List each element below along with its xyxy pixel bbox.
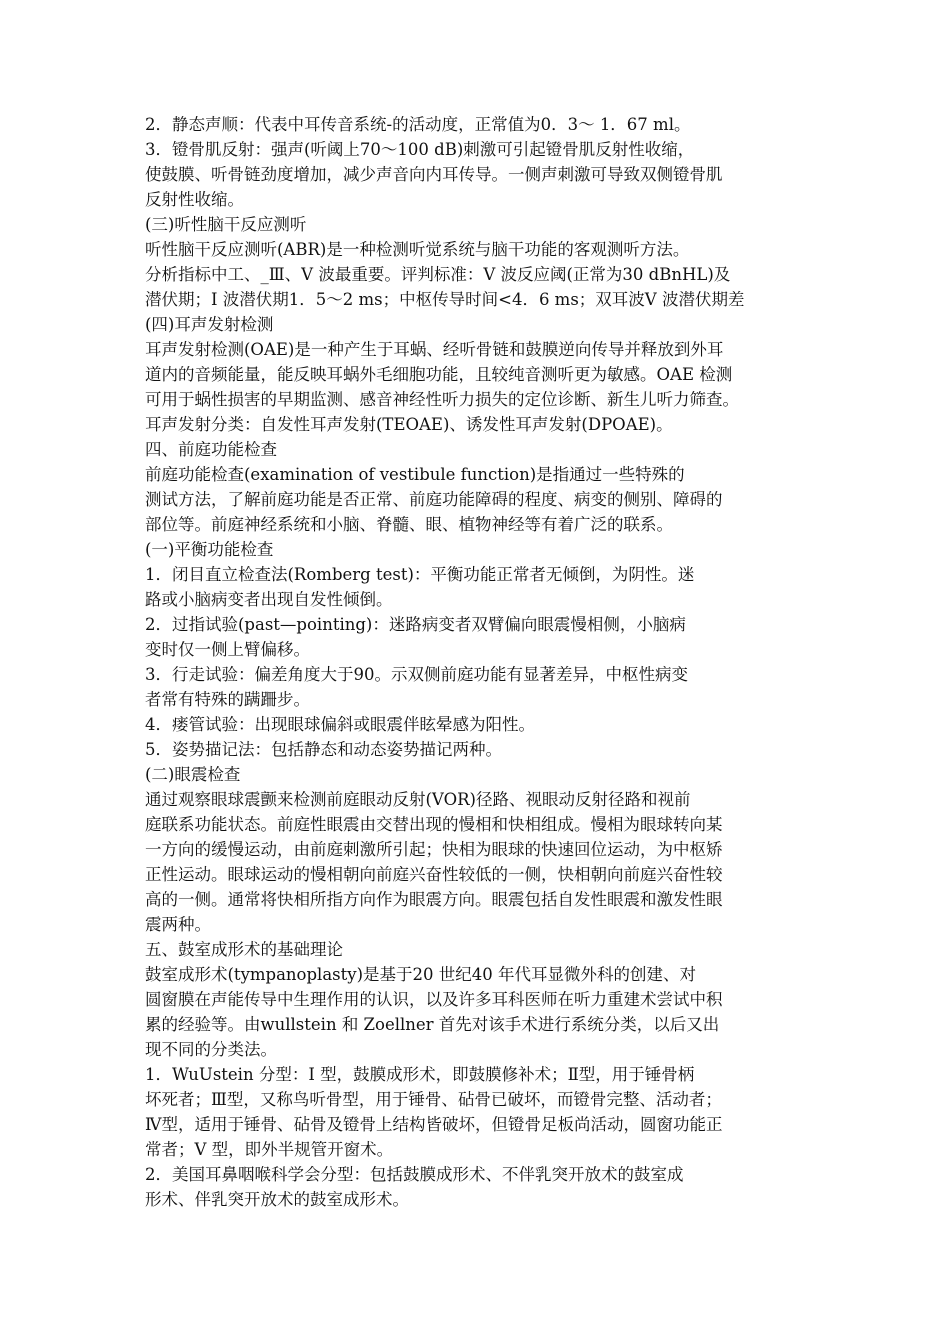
text-line: 分析指标中工、_Ⅲ、V 波最重要。评判标准：V 波反应阈(正常为30 dBnHL)及 — [145, 265, 731, 284]
text-line: 坏死者；Ⅲ型，又称鸟听骨型，用于锤骨、砧骨已破坏，而镫骨完整、活动者； — [145, 1090, 722, 1109]
text-line: 耳声发射检测(OAE)是一种产生于耳蜗、经听骨链和鼓膜逆向传导并释放到外耳 — [145, 340, 724, 359]
text-line: 测试方法，了解前庭功能是否正常、前庭功能障碍的程度、病变的侧别、障碍的 — [145, 490, 723, 509]
text-line: 路或小脑病变者出现自发性倾倒。 — [145, 590, 393, 609]
text-line: 五、鼓室成形术的基础理论 — [145, 940, 343, 959]
text-line: 累的经验等。由wullstein 和 Zoellner 首先对该手术进行系统分类，以后又出 — [145, 1015, 720, 1034]
text-line: 鼓室成形术(tympanoplasty)是基于20 世纪40 年代耳显微外科的创建、对 — [145, 965, 697, 984]
text-line: 圆窗膜在声能传导中生理作用的认识，以及许多耳科医师在听力重建术尝试中积 — [145, 990, 723, 1009]
text-line: 2．静态声顺：代表中耳传音系统-的活动度，正常值为0．3～ 1．67 ml。 — [145, 115, 691, 134]
text-line: 可用于蜗性损害的早期监测、感音神经性听力损失的定位诊断、新生儿听力筛查。 — [145, 390, 739, 409]
text-line: 震两种。 — [145, 915, 211, 934]
text-line: 2．美国耳鼻咽喉科学会分型：包括鼓膜成形术、不伴乳突开放术的鼓室成 — [145, 1165, 684, 1184]
text-line: 2．过指试验(past—pointing)：迷路病变者双臂偏向眼震慢相侧，小脑病 — [145, 615, 686, 634]
text-line: 1．WuUstein 分型：I 型，鼓膜成形术，即鼓膜修补术；Ⅱ型，用于锤骨柄 — [145, 1065, 695, 1084]
text-line: (一)平衡功能检查 — [145, 540, 274, 559]
text-line: Ⅳ型，适用于锤骨、砧骨及镫骨上结构皆破坏，但镫骨足板尚活动，圆窗功能正 — [145, 1115, 723, 1134]
text-line: 使鼓膜、听骨链劲度增加，减少声音向内耳传导。一侧声刺激可导致双侧镫骨肌 — [145, 165, 723, 184]
document-page — [145, 112, 815, 1212]
text-line: 常者；V 型，即外半规管开窗术。 — [145, 1140, 394, 1159]
text-line: 4．瘘管试验：出现眼球偏斜或眼震伴眩晕感为阳性。 — [145, 715, 535, 734]
text-line: 道内的音频能量，能反映耳蜗外毛细胞功能，且较纯音测听更为敏感。OAE 检测 — [145, 365, 733, 384]
text-line: 高的一侧。通常将快相所指方向作为眼震方向。眼震包括自发性眼震和激发性眼 — [145, 890, 723, 909]
text-line: 庭联系功能状态。前庭性眼震由交替出现的慢相和快相组成。慢相为眼球转向某 — [145, 815, 723, 834]
text-line: 一方向的缓慢运动，由前庭刺激所引起；快相为眼球的快速回位运动，为中枢矫 — [145, 840, 723, 859]
text-line: (二)眼震检查 — [145, 765, 241, 784]
text-line: 前庭功能检查(examination of vestibule function)是指通过一些特殊的 — [145, 465, 685, 484]
text-line: 听性脑干反应测听(ABR)是一种检测听觉系统与脑干功能的客观测听方法。 — [145, 240, 690, 259]
text-line: 四、前庭功能检查 — [145, 440, 277, 459]
text-line: 反射性收缩。 — [145, 190, 244, 209]
text-line: 通过观察眼球震颤来检测前庭眼动反射(VOR)径路、视眼动反射径路和视前 — [145, 790, 691, 809]
text-line: 形术、伴乳突开放术的鼓室成形术。 — [145, 1190, 409, 1209]
text-line: (三)听性脑干反应测听 — [145, 215, 307, 234]
text-line: 5．姿势描记法：包括静态和动态姿势描记两种。 — [145, 740, 502, 759]
text-line: 现不同的分类法。 — [145, 1040, 277, 1059]
text-line: (四)耳声发射检测 — [145, 315, 274, 334]
text-line: 正性运动。眼球运动的慢相朝向前庭兴奋性较低的一侧，快相朝向前庭兴奋性较 — [145, 865, 723, 884]
text-line: 变时仅一侧上臂偏移。 — [145, 640, 310, 659]
text-line: 3．镫骨肌反射：强声(听阈上70～100 dB)刺激可引起镫骨肌反射性收缩， — [145, 140, 695, 159]
text-line: 者常有特殊的蹒跚步。 — [145, 690, 310, 709]
text-line: 部位等。前庭神经系统和小脑、脊髓、眼、植物神经等有着广泛的联系。 — [145, 515, 673, 534]
text-line: 耳声发射分类：自发性耳声发射(TEOAE)、诱发性耳声发射(DPOAE)。 — [145, 415, 673, 434]
text-line: 1．闭目直立检查法(Romberg test)：平衡功能正常者无倾倒，为阴性。迷 — [145, 565, 695, 584]
text-line: 潜伏期；I 波潜伏期1．5～2 ms；中枢传导时间<4．6 ms；双耳波V 波潜伏期差 — [145, 290, 745, 309]
text-line: 3．行走试验：偏差角度大于90。示双侧前庭功能有显著差异，中枢性病变 — [145, 665, 688, 684]
